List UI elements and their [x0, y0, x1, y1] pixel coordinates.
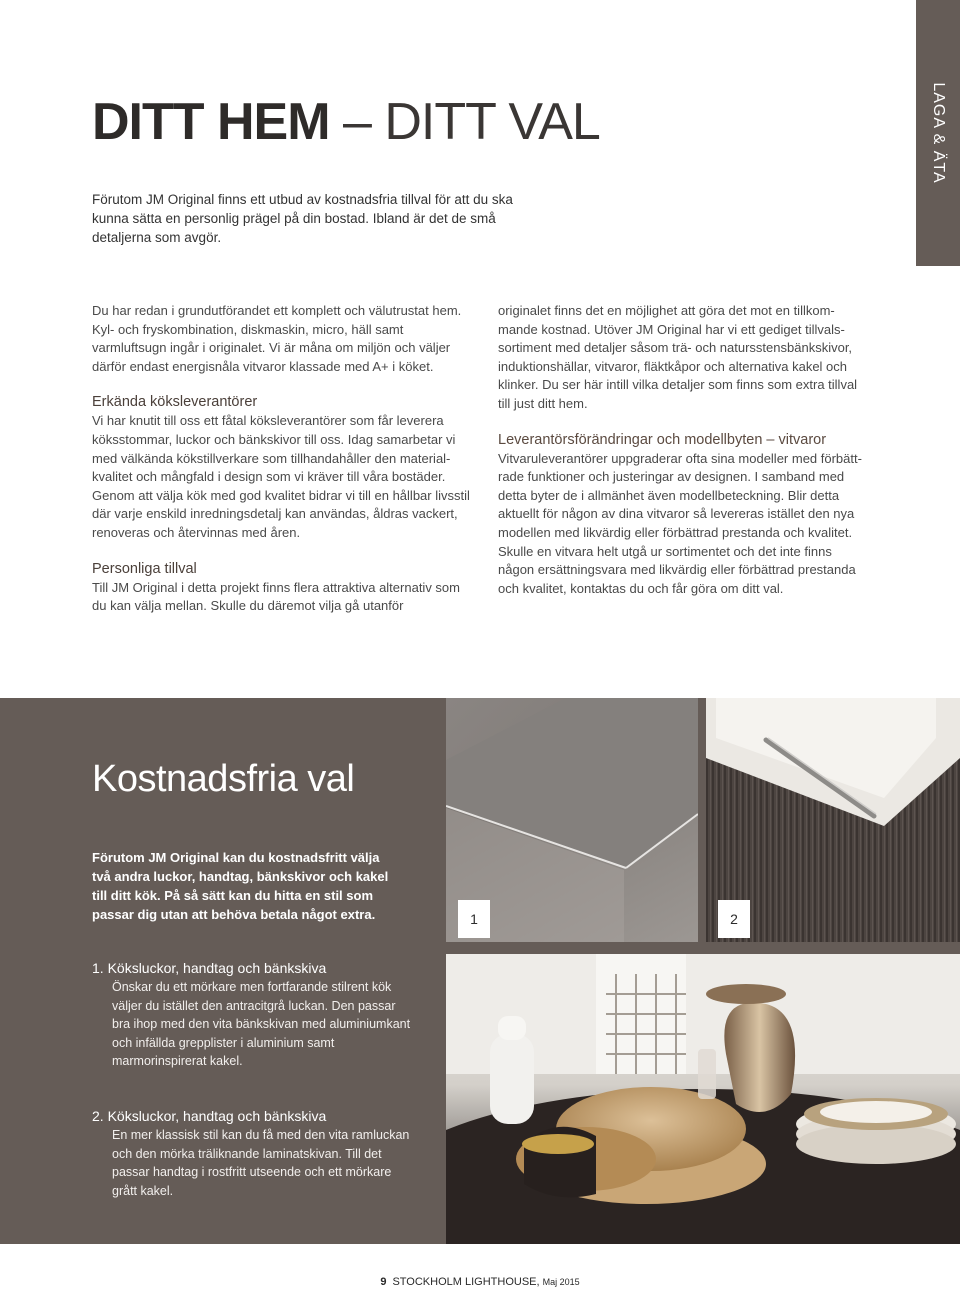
list-item — [92, 958, 412, 1071]
publication-date: Maj 2015 — [542, 1277, 580, 1287]
page-title-bold: DITT HEM — [92, 93, 330, 151]
section-heading: Personliga tillval — [92, 560, 197, 577]
list-item-body: En mer klassisk stil kan du få med den vita ramluckan och den mörka träliknande laminatskivan. Till det passar handtag i rostfritt utseende och ett mörkare grått kakel. — [112, 1128, 410, 1198]
section-tab — [916, 0, 960, 266]
right-column — [498, 302, 870, 614]
kitchen-door-sample-image-2 — [706, 698, 960, 942]
page-number: 9 — [380, 1276, 387, 1288]
page-title — [92, 92, 600, 152]
body-paragraph: Du har redan i grundutförandet ett komplett och välutrustat hem. Kyl- och fryskombination, diskmaskin, micro, häll samt varmluftsugn ingår i originalet. Vi är måna om miljön och väljer därför endast energisnåla vitvaror klassade med A+ i köket. — [92, 303, 462, 374]
list-item-body: Önskar du ett mörkare men fortfarande stilrent kök väljer du istället den antracitgrå luckan. Den passar bra ihop med den vita bänkskivan med aluminiumkant och infällda grepplister i aluminium samt marmorinspirerat kakel. — [112, 980, 411, 1068]
page-title-rest: – DITT VAL — [329, 93, 600, 151]
table-scene-illustration — [446, 954, 960, 1244]
section-heading: Leverantörsförändringar och modellbyten – vitvaror — [498, 431, 827, 448]
band-title: Kostnadsfria val — [92, 758, 355, 800]
list-item — [92, 1106, 412, 1200]
band-lead: Förutom JM Original kan du kostnadsfritt välja två andra luckor, handtag, bänkskivor och kakel till ditt kök. På så sätt kan du hitta en stil som passar dig utan att behöva betala något extra. — [92, 850, 389, 922]
kitchen-door-sample-image-1 — [446, 698, 698, 942]
kitchen-table-photo — [446, 954, 960, 1244]
list-item-heading: 1. Köksluckor, handtag och bänkskiva — [92, 960, 327, 976]
body-paragraph: Vitvaruleverantörer uppgraderar ofta sina modeller med förbätt-rade funktioner och justeringar av designen. I samband med detta byter de i allmänhet även modellbeteckning. Blir detta aktuellt för någon av dina vitvaror så levereras istället den nya modellen med likvärdig eller förbättrad prestanda och kvalitet. Skulle en vitvara helt utgå ur sortimentet och det inte finns någon ersättningsvara med likvärdig eller förbättrad prestanda och kvalitet, kontaktas du och får göra om ditt val. — [498, 450, 862, 596]
body-paragraph: originalet finns det en möjlighet att göra det mot en tillkom-mande kostnad. Utöver JM Original har vi ett gediget tillvals-sortiment med detaljer såsom trä- och natursstensbänkskivor, induktionshällar, vitvaror, fläktkåpor och alternativa kakel och klinker. Du ser här intill vilka detaljer som finns som extra tillval till just ditt hem. — [498, 303, 858, 411]
section-heading: Erkända köksleverantörer — [92, 394, 258, 411]
image-badge-1: 1 — [458, 900, 490, 938]
section-tab-label: LAGA & ÄTA — [930, 82, 947, 184]
left-column — [92, 302, 472, 632]
body-paragraph: Vi har knutit till oss ett fåtal köksleverantörer som får leverera köksstommar, luckor och bänkskivor till oss. Idag samarbetar vi med välkända kökstillverkare som tillhandahåller den material-kvalitet och mångfald i design som vi kräver till våra bostäder. Genom att välja kök med god kvalitet bidrar vi till en hållbar livsstil där varje enskild inredningsdetalj kan användas, åldras vackert, renoveras och återvinnas med åren. — [92, 413, 470, 540]
image-badge-2: 2 — [718, 900, 750, 938]
intro-text: Förutom JM Original finns ett utbud av kostnadsfria tillval för att du ska kunna sätta en personlig prägel på din bostad. Ibland är det de små detaljerna som avgör. — [92, 192, 513, 245]
publication-name: STOCKHOLM LIGHTHOUSE, — [392, 1276, 540, 1288]
list-item-heading: 2. Köksluckor, handtag och bänkskiva — [92, 1108, 327, 1124]
page-footer — [0, 1276, 960, 1288]
body-paragraph: Till JM Original i detta projekt finns flera attraktiva alternativ som du kan välja mellan. Skulle du däremot vilja gå utanför — [92, 579, 460, 614]
